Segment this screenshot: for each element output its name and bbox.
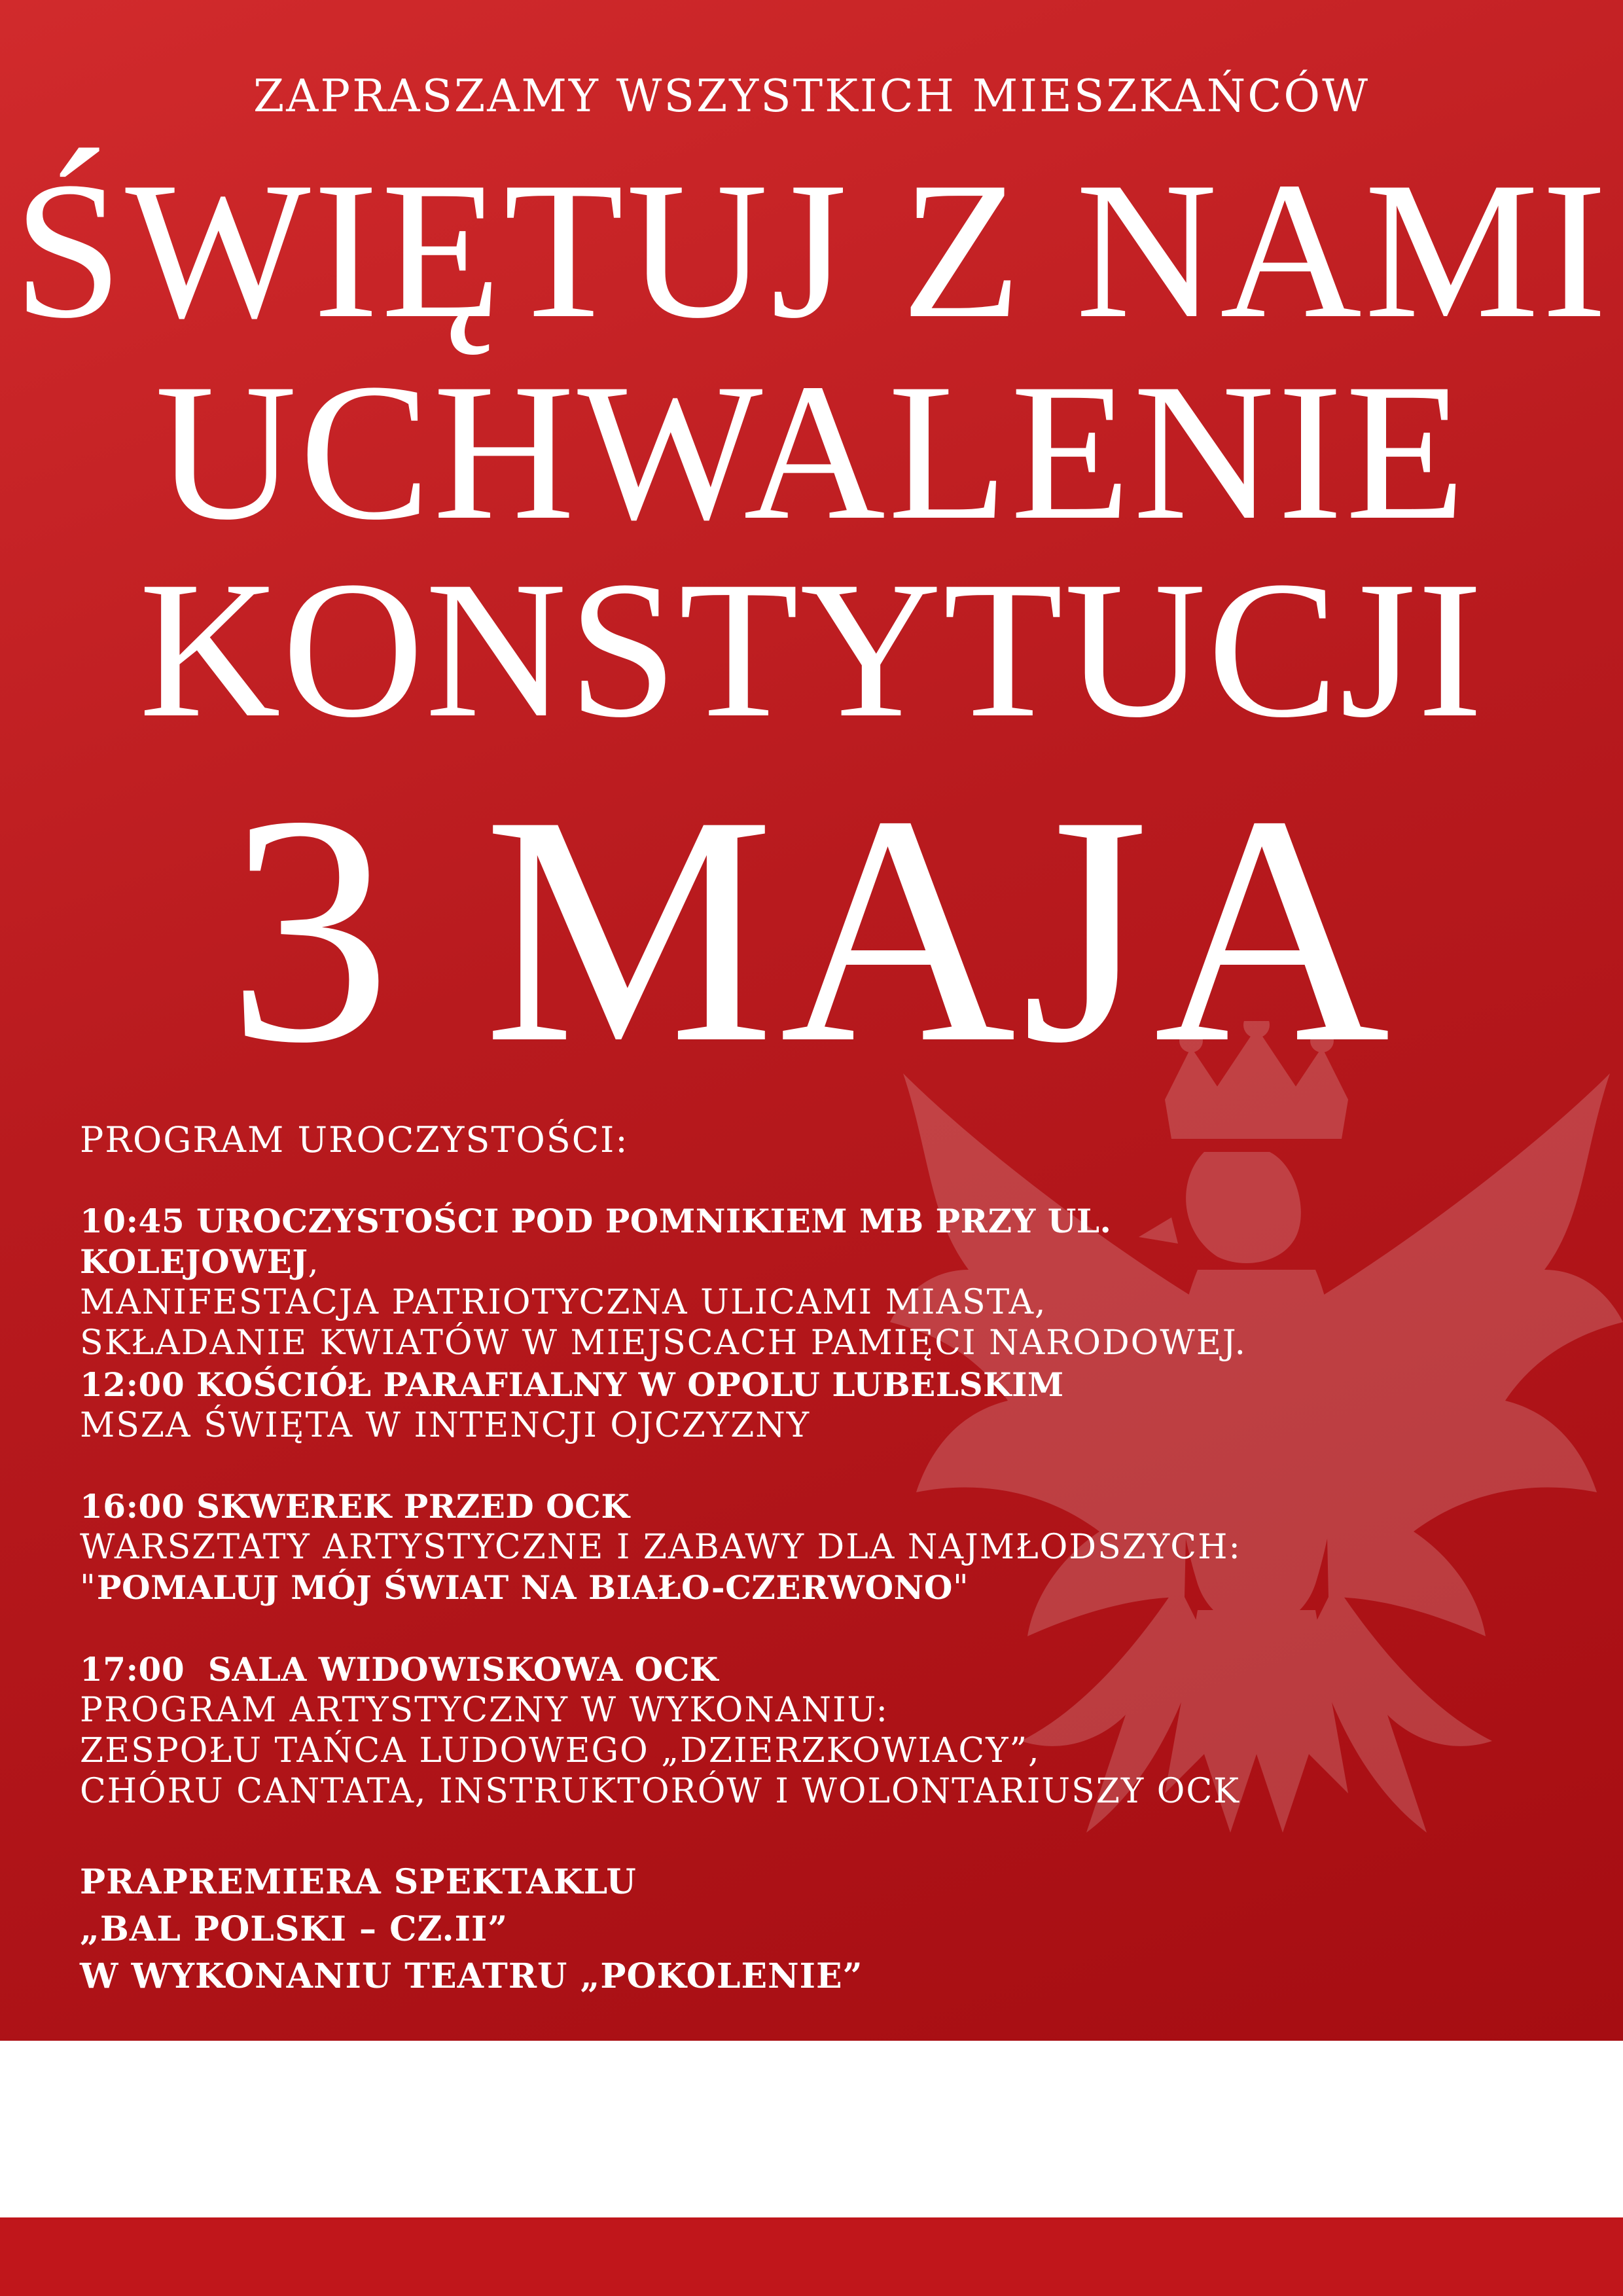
program-heading: PROGRAM UROCZYSTOŚCI: [80, 1119, 629, 1160]
invite-text: ZAPRASZAMY WSZYSTKICH MIESZKAŃCÓW [253, 71, 1370, 122]
event-head: 16:00 SKWEREK PRZED OCK [80, 1487, 630, 1526]
event-line: MSZA ŚWIĘTA W INTENCJI OJCZYZNY [80, 1406, 811, 1445]
program-event [80, 1201, 1323, 1363]
event-quote: POMALUJ MÓJ ŚWIAT NA BIAŁO-CZERWONO [96, 1568, 953, 1607]
event-line: WARSZTATY ARTYSTYCZNE I ZABAWY DLA NAJMŁODSZYCH: [80, 1528, 1241, 1567]
event-line: ZESPOŁU TAŃCA LUDOWEGO „DZIERZKOWIACY”, [80, 1731, 1041, 1770]
event-line: PROGRAM ARTYSTYCZNY W WYKONANIU: [80, 1691, 889, 1730]
event-head: 17:00 SALA WIDOWISKOWA OCK [80, 1650, 719, 1689]
title-line-2: UCHWALENIE [154, 343, 1469, 560]
event-line: CHÓRU CANTATA, INSTRUKTORÓW I WOLONTARIUSZY OCK [80, 1772, 1240, 1811]
event-head: 12:00 KOŚCIÓŁ PARAFIALNY W OPOLU LUBELSKIM [80, 1365, 1064, 1404]
premiere-line: „BAL POLSKI – CZ.II” [80, 1909, 508, 1949]
premiere-line: W WYKONANIU TEATRU „POKOLENIE” [80, 1956, 863, 1996]
quote-close: " [952, 1568, 970, 1607]
premiere-block [80, 1859, 863, 2000]
title-date: 3 MAJA [227, 748, 1396, 1111]
premiere-line: PRAPREMIERA SPEKTAKLU [80, 1862, 637, 1902]
program-event [80, 1486, 1323, 1608]
event-line: SKŁADANIE KWIATÓW W MIEJSCACH PAMIĘCI NARODOWEJ. [80, 1323, 1247, 1363]
title-line-1: ŚWIĘTUJ Z NAMI [13, 141, 1610, 359]
title-line-3: KONSTYTUCJI [139, 541, 1484, 758]
event-head-suffix: , [308, 1243, 319, 1281]
program-event [80, 1365, 1323, 1446]
program-event [80, 1649, 1323, 1812]
footer-band [0, 2041, 1623, 2217]
quote-open: " [80, 1568, 97, 1607]
event-head: 10:45 UROCZYSTOŚCI POD POMNIKIEM MB PRZY UL. KOLEJOWEJ [80, 1202, 1112, 1281]
event-line: MANIFESTACJA PATRIOTYCZNA ULICAMI MIASTA, [80, 1283, 1047, 1322]
bottom-red-strip [0, 2217, 1623, 2296]
